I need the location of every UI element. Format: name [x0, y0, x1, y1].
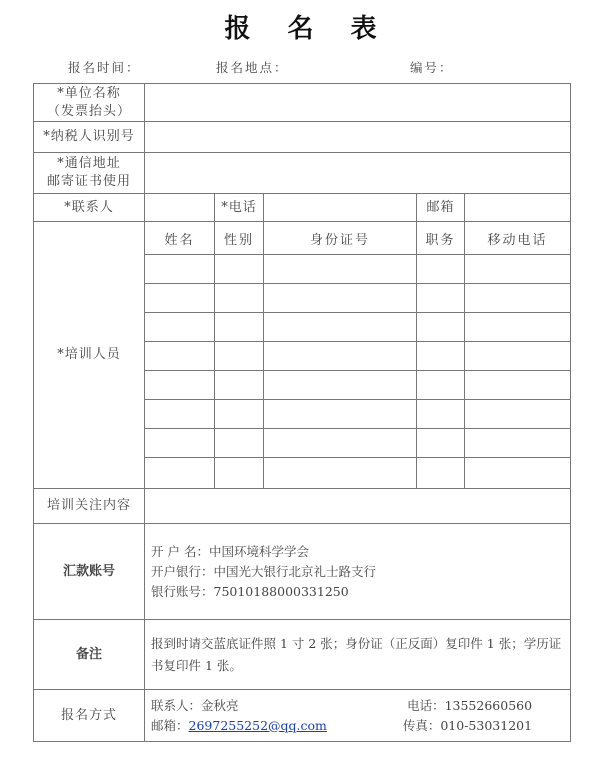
trainee-id-header: 身份证号 — [264, 222, 417, 255]
remarks-label: 备注 — [34, 620, 145, 690]
trainee-id-cell[interactable] — [264, 458, 417, 489]
remarks-row — [34, 620, 571, 690]
trainee-name-cell[interactable] — [145, 458, 215, 489]
trainee-position-header: 职务 — [417, 222, 465, 255]
remittance-row — [34, 524, 571, 620]
trainee-gender-cell[interactable] — [215, 400, 264, 429]
email-label: 邮箱 — [417, 194, 465, 222]
address-label: *通信地址 邮寄证书使用 — [34, 153, 145, 194]
trainee-position-cell[interactable] — [417, 255, 465, 284]
trainee-id-cell[interactable] — [264, 255, 417, 284]
trainee-id-cell[interactable] — [264, 313, 417, 342]
account-name: 开 户 名：中国环境科学学会 — [151, 543, 309, 559]
trainee-gender-cell[interactable] — [215, 313, 264, 342]
trainee-name-cell[interactable] — [145, 255, 215, 284]
unit-name-row — [34, 84, 571, 122]
trainee-position-cell[interactable] — [417, 284, 465, 313]
training-focus-field[interactable] — [145, 489, 571, 524]
contact-fax: 传真：010-53031201 — [402, 717, 533, 733]
trainee-name-cell[interactable] — [145, 284, 215, 313]
trainee-name-cell[interactable] — [145, 371, 215, 400]
trainee-name-cell[interactable] — [145, 429, 215, 458]
trainee-mobile-cell[interactable] — [465, 400, 571, 429]
trainee-id-cell[interactable] — [264, 342, 417, 371]
trainee-mobile-cell[interactable] — [465, 284, 571, 313]
unit-name-label: *单位名称 （发票抬头） — [34, 84, 145, 122]
contact-person: 联系人：金秋亮 — [151, 697, 239, 713]
email-link[interactable]: 2697255252@qq.com — [188, 717, 327, 733]
account-number: 银行账号：75010188000331250 — [151, 583, 349, 599]
phone-label: *电话 — [215, 194, 264, 222]
contact-person-field[interactable] — [145, 194, 215, 222]
tax-id-label: *纳税人识别号 — [34, 122, 145, 153]
trainee-mobile-cell[interactable] — [465, 313, 571, 342]
trainee-gender-cell[interactable] — [215, 255, 264, 284]
trainee-header-row — [34, 222, 571, 255]
trainee-gender-cell[interactable] — [215, 429, 264, 458]
address-row — [34, 153, 571, 194]
registration-time-label: 报名时间： — [68, 60, 141, 75]
bank-name: 开户银行：中国光大银行北京礼士路支行 — [151, 563, 377, 579]
trainee-id-cell[interactable] — [264, 429, 417, 458]
trainee-gender-header: 性别 — [215, 222, 264, 255]
trainee-name-cell[interactable] — [145, 313, 215, 342]
trainee-position-cell[interactable] — [417, 342, 465, 371]
remittance-details — [145, 524, 571, 620]
registration-place-label: 报名地点： — [216, 60, 289, 75]
trainee-id-cell[interactable] — [264, 371, 417, 400]
trainee-position-cell[interactable] — [417, 371, 465, 400]
contact-row — [34, 194, 571, 222]
contact-phone: 电话：13552660560 — [407, 697, 533, 713]
trainee-mobile-cell[interactable] — [465, 255, 571, 284]
trainee-position-cell[interactable] — [417, 400, 465, 429]
trainee-gender-cell[interactable] — [215, 342, 264, 371]
trainee-name-header: 姓名 — [145, 222, 215, 255]
trainee-mobile-cell[interactable] — [465, 458, 571, 489]
remittance-label: 汇款账号 — [34, 524, 145, 620]
tax-id-row — [34, 122, 571, 153]
address-field[interactable] — [145, 153, 571, 194]
signup-details — [145, 690, 571, 742]
training-focus-row — [34, 489, 571, 524]
contact-person-label: *联系人 — [34, 194, 145, 222]
tax-id-field[interactable] — [145, 122, 571, 153]
form-number-label: 编号： — [410, 60, 454, 75]
unit-name-field[interactable] — [145, 84, 571, 122]
trainee-position-cell[interactable] — [417, 429, 465, 458]
contact-email: 邮箱：2697255252@qq.com — [151, 717, 327, 733]
trainee-name-cell[interactable] — [145, 342, 215, 371]
signup-method-row — [34, 690, 571, 742]
registration-form-table — [33, 83, 571, 742]
trainee-mobile-cell[interactable] — [465, 429, 571, 458]
trainee-mobile-cell[interactable] — [465, 371, 571, 400]
trainees-label: *培训人员 — [34, 222, 145, 489]
phone-field[interactable] — [264, 194, 417, 222]
trainee-position-cell[interactable] — [417, 458, 465, 489]
trainee-name-cell[interactable] — [145, 400, 215, 429]
trainee-gender-cell[interactable] — [215, 458, 264, 489]
trainee-id-cell[interactable] — [264, 400, 417, 429]
trainee-gender-cell[interactable] — [215, 371, 264, 400]
training-focus-label: 培训关注内容 — [34, 489, 145, 524]
email-field[interactable] — [465, 194, 571, 222]
trainee-id-cell[interactable] — [264, 284, 417, 313]
trainee-position-cell[interactable] — [417, 313, 465, 342]
trainee-gender-cell[interactable] — [215, 284, 264, 313]
remarks-text: 报到时请交蓝底证件照 1 寸 2 张；身份证（正反面）复印件 1 张；学历证书复印件 1 张。 — [145, 620, 571, 690]
trainee-mobile-header: 移动电话 — [465, 222, 571, 255]
form-title: 报 名 表 — [224, 14, 391, 44]
signup-method-label: 报名方式 — [34, 690, 145, 742]
trainee-mobile-cell[interactable] — [465, 342, 571, 371]
